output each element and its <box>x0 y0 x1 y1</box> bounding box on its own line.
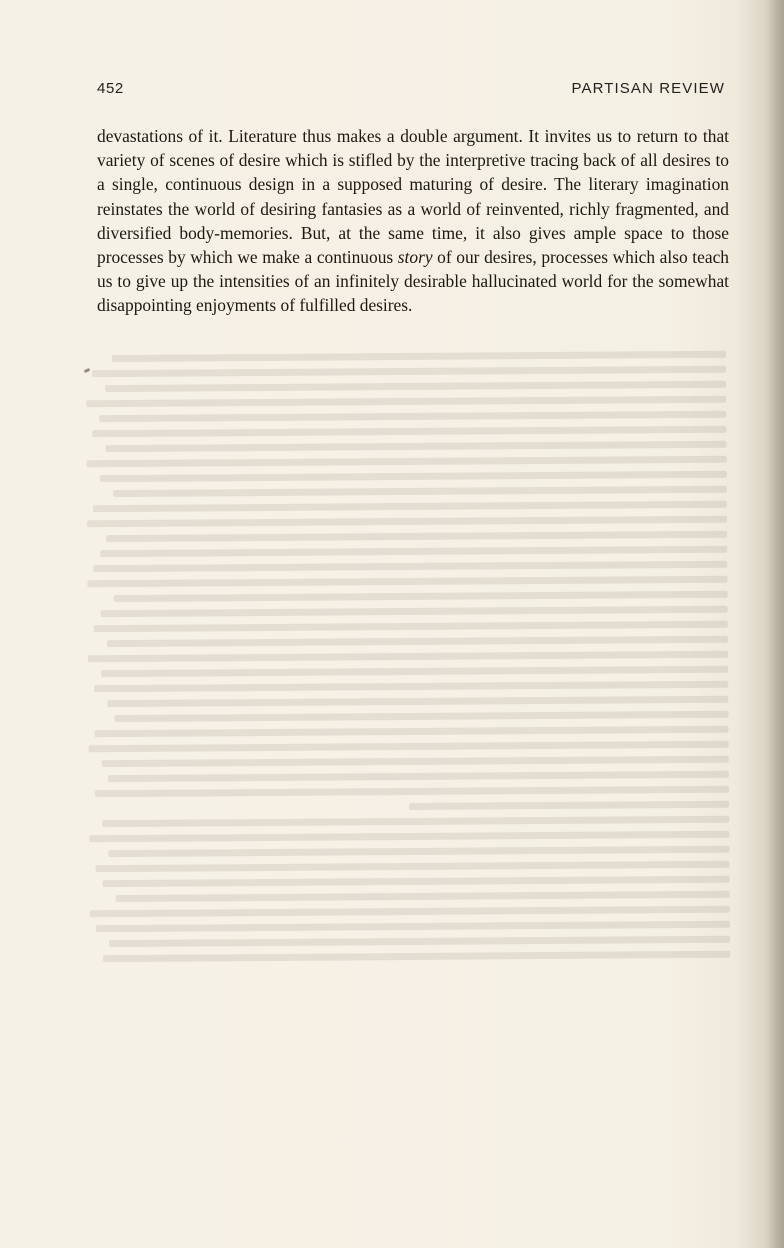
bleed-through-line <box>95 681 729 692</box>
bleed-through-line <box>93 501 727 512</box>
bleed-through-line <box>106 441 727 452</box>
bleed-through-line <box>88 651 728 662</box>
running-head <box>97 76 725 100</box>
bleed-through-line <box>95 786 729 797</box>
bleed-through-line <box>100 546 727 557</box>
bleed-through-line <box>111 351 725 362</box>
bleed-through-line <box>102 876 729 887</box>
bleed-through-line <box>109 846 730 857</box>
bleed-through-line <box>101 666 728 677</box>
page-edge-shadow <box>766 0 784 1248</box>
bleed-through-line <box>99 411 726 422</box>
bleed-through-line <box>90 906 730 917</box>
bleed-through-line <box>92 366 726 377</box>
ink-speck <box>84 368 91 373</box>
bleed-through-line <box>105 381 726 392</box>
italic-emphasis: story <box>397 247 433 268</box>
bleed-through-line <box>113 591 727 602</box>
bleed-through-line <box>100 606 727 617</box>
bleed-through-line <box>87 456 727 467</box>
bleed-through-line <box>112 486 726 497</box>
bleed-through-line <box>93 426 727 437</box>
bleed-through-line <box>107 636 728 647</box>
bleed-through-line <box>94 621 728 632</box>
bleed-through-line <box>100 471 727 482</box>
bleed-through-line <box>108 696 729 707</box>
bleed-through-text <box>86 343 730 970</box>
bleed-through-line <box>409 801 729 810</box>
bleed-through-line <box>94 561 728 572</box>
bleed-through-line <box>87 576 727 587</box>
journal-title: PARTISAN REVIEW <box>571 80 725 97</box>
bleed-through-line <box>109 936 730 947</box>
bleed-through-line <box>108 771 729 782</box>
paragraph-text-start: devastations of it. Literature thus makes a double argument. It invites us to return to that variety of scenes of desire which is stifled by the interpretive tracing back of all desires to a single, continuous design in a supposed maturing of desire. The literary imagination reinstates the world of desiring fantasies as a world of reinvented, richly fragmented, and diversified body-memories. But, at the same time, it also gives ample space to those processes by which we make a continuous <box>97 126 729 268</box>
page-number: 452 <box>97 80 124 97</box>
bleed-through-line <box>89 831 729 842</box>
bleed-through-line <box>96 861 730 872</box>
bleed-through-line <box>95 726 729 737</box>
bleed-through-line <box>114 711 728 722</box>
bleed-through-line <box>89 741 729 752</box>
bleed-through-line <box>106 531 727 542</box>
bleed-through-line <box>86 396 726 407</box>
bleed-through-line <box>103 951 730 962</box>
bleed-through-line <box>115 891 729 902</box>
paragraph-text-end: of our desires, processes which also teach us to give up the intensities of an infinitely desirable hallucinated world for the somewhat disappointing enjoyments of fulfilled desires. <box>97 247 729 316</box>
body-paragraph <box>97 124 729 318</box>
bleed-through-line <box>96 921 730 932</box>
bleed-through-line <box>87 516 727 527</box>
bleed-through-line <box>102 756 729 767</box>
bleed-through-line <box>102 816 729 827</box>
